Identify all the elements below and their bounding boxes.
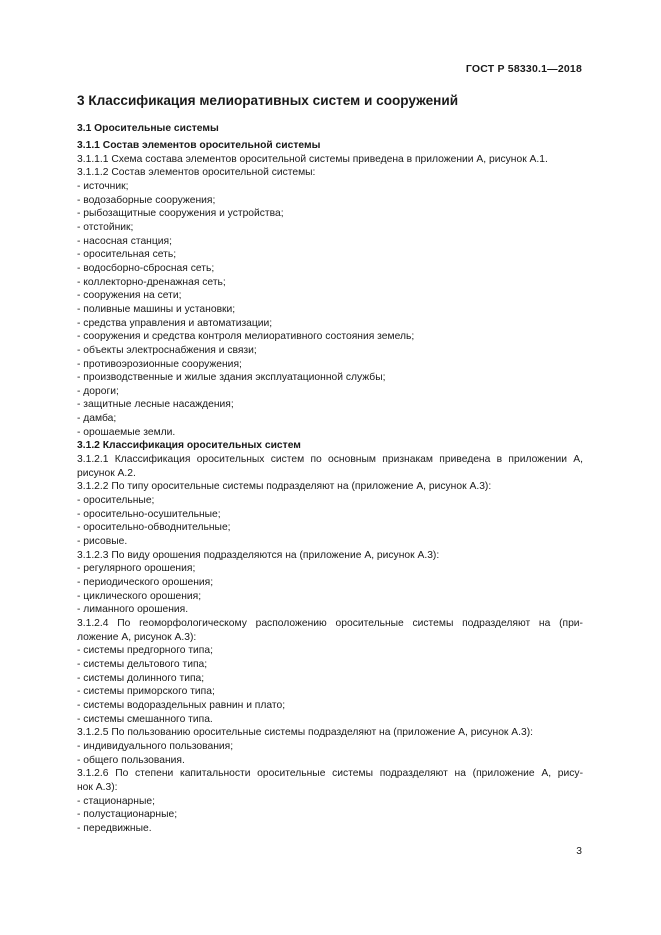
document-body (77, 139, 583, 835)
clause-3-1-1-1: 3.1.1.1 Схема состава элементов оросительной системы приведена в приложении А, рисунок А.1. (77, 153, 548, 165)
section-title: 3 Классификация мелиоративных систем и сооружений (77, 93, 459, 108)
list-item: - периодического орошения; (77, 577, 214, 588)
list-item: - источник; (77, 180, 129, 192)
list-item: - регулярного орошения; (77, 563, 196, 575)
list-item: - передвижные. (77, 822, 152, 834)
clause-3-1-2-6-line2: нок А.3): (77, 781, 118, 793)
clause-3-1-1-2: 3.1.1.2 Состав элементов оросительной системы: (77, 167, 316, 179)
list-item: - системы долинного типа; (77, 672, 205, 684)
capital-list (77, 795, 583, 836)
list-item: - циклического орошения; (77, 590, 202, 602)
list-item: - оросительные; (77, 495, 155, 507)
list-item: - дамба; (77, 413, 117, 425)
list-item: - средства управления и автоматизации; (77, 317, 273, 329)
list-item: - сооружения и средства контроля мелиоративного состояния земель; (77, 331, 415, 343)
clause-3-1-2-2: 3.1.2.2 По типу оросительные системы подразделяют на (приложение А, рисунок А.3): (77, 481, 492, 493)
list-item: - полустационарные; (77, 809, 178, 821)
list-item: - системы приморского типа; (77, 686, 215, 698)
list-item: - системы смешанного типа. (77, 713, 213, 725)
clause-3-1-2-1-line2: рисунок А.2. (77, 467, 136, 479)
list-item: - индивидуального пользования; (77, 740, 234, 752)
type-list (77, 494, 583, 549)
clause-3-1-2-title: 3.1.2 Классификация оросительных систем (77, 440, 301, 452)
list-item: - орошаемые земли. (77, 426, 176, 438)
list-item: - системы водораздельных равнин и плато; (77, 699, 286, 711)
list-item: - оросительно-осушительные; (77, 508, 221, 520)
clause-3-1-2-4-line1: 3.1.2.4 По геоморфологическому расположению оросительные системы подразделяют на (при- (77, 617, 583, 629)
list-item: - водозаборные сооружения; (77, 194, 216, 206)
list-item: - поливные машины и установки; (77, 303, 236, 315)
list-item: - оросительно-обводнительные; (77, 522, 231, 534)
list-item: - лиманного орошения. (77, 604, 189, 616)
list-item: - системы дельтового типа; (77, 658, 208, 670)
irrigation-kind-list (77, 562, 583, 617)
list-item: - насосная станция; (77, 235, 172, 247)
clause-3-1-2-4-line2: ложение А, рисунок А.3): (77, 631, 197, 643)
clause-3-1-2-1-line1: 3.1.2.1 Классификация оросительных систем по основным признакам приведена в приложении А, (77, 454, 583, 466)
list-item: - общего пользования. (77, 754, 185, 766)
clause-3-1-2-3: 3.1.2.3 По виду орошения подразделяются на (приложение А, рисунок А.3): (77, 549, 440, 561)
list-item: - сооружения на сети; (77, 290, 182, 302)
clause-3-1-1-title: 3.1.1 Состав элементов оросительной системы (77, 140, 321, 151)
page-number: 3 (576, 846, 582, 857)
list-item: - защитные лесные насаждения; (77, 399, 234, 411)
list-item: - рисовые. (77, 536, 128, 548)
clause-3-1-2-5: 3.1.2.5 По пользованию оросительные системы подразделяют на (приложение А, рисунок А.3): (77, 727, 534, 739)
geomorph-list (77, 644, 583, 726)
list-item: - противоэрозионные сооружения; (77, 358, 242, 370)
list-item: - производственные и жилые здания эксплуатационной службы; (77, 372, 386, 384)
list-item: - рыбозащитные сооружения и устройства; (77, 208, 284, 220)
list-item: - дороги; (77, 385, 119, 397)
usage-list (77, 740, 583, 767)
elements-list (77, 180, 583, 439)
list-item: - стационарные; (77, 795, 155, 807)
list-item: - коллекторно-дренажная сеть; (77, 276, 226, 288)
list-item: - системы предгорного типа; (77, 645, 213, 657)
list-item: - водосборно-сбросная сеть; (77, 262, 215, 274)
list-item: - оросительная сеть; (77, 249, 177, 261)
subsection-title: 3.1 Оросительные системы (77, 123, 219, 134)
clause-3-1-2-6-line1: 3.1.2.6 По степени капитальности оросительные системы подразделяют на (приложение А, рису- (77, 768, 583, 780)
document-header: ГОСТ Р 58330.1—2018 (465, 63, 582, 75)
list-item: - объекты электроснабжения и связи; (77, 344, 257, 356)
list-item: - отстойник; (77, 221, 134, 233)
